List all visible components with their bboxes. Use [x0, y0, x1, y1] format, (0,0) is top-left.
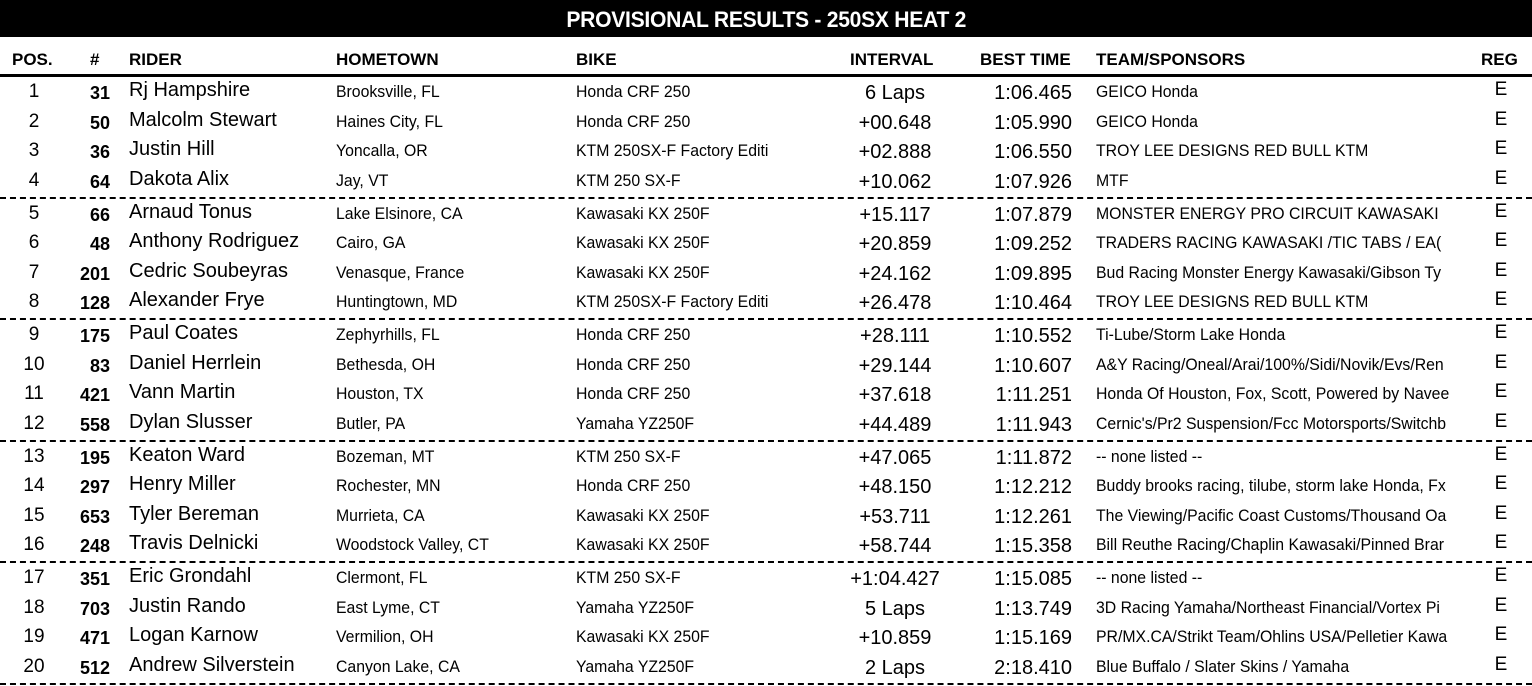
hometown-cell	[336, 263, 566, 283]
interval-cell: +10.859	[858, 627, 932, 649]
rider-number-cell: 201	[79, 263, 110, 284]
reg-cell: E	[1494, 351, 1508, 373]
rider-name-cell: Travis Delnicki	[129, 532, 259, 554]
bike-text: Kawasaki KX 250F	[576, 233, 710, 252]
hometown-cell	[336, 325, 566, 345]
position-cell: 11	[24, 383, 44, 404]
best-time-cell: 1:15.169	[994, 627, 1072, 649]
rider-number-cell: 558	[79, 414, 110, 435]
position-cell: 8	[28, 291, 40, 312]
hometown-text: Venasque, France	[336, 262, 465, 282]
table-row	[0, 77, 1532, 107]
bike-text: Honda CRF 250	[576, 325, 691, 344]
hometown-text: Houston, TX	[336, 384, 424, 403]
hometown-cell	[336, 657, 566, 677]
position-cell: 10	[23, 353, 45, 375]
bike-cell	[576, 598, 796, 618]
team-text: MONSTER ENERGY PRO CIRCUIT KAWASAKI	[1096, 203, 1439, 223]
team-text: -- none listed --	[1096, 446, 1203, 466]
team-text: GEICO Honda	[1096, 111, 1198, 131]
hometown-text: Murrieta, CA	[336, 505, 425, 525]
bike-text: KTM 250 SX-F	[576, 170, 681, 190]
best-time-cell: 1:09.252	[994, 233, 1072, 255]
rider-number-cell: 248	[79, 536, 110, 556]
team-sponsors-cell	[1096, 263, 1476, 283]
reg-cell: E	[1494, 259, 1508, 281]
interval-cell: +48.150	[858, 476, 932, 498]
hometown-text: Cairo, GA	[336, 233, 406, 252]
rider-number-cell: 195	[79, 447, 110, 468]
team-text: TRADERS RACING KAWASAKI /TIC TABS / EA(	[1096, 233, 1442, 252]
hometown-text: East Lyme, CT	[336, 597, 440, 617]
position-cell: 19	[23, 626, 45, 647]
position-cell: 13	[23, 445, 45, 467]
bike-text: KTM 250 SX-F	[576, 446, 681, 466]
rider-name-cell: Daniel Herrlein	[129, 351, 262, 374]
team-sponsors-cell	[1096, 627, 1476, 647]
rider-name-cell: Paul Coates	[129, 322, 238, 344]
rider-name-cell: Tyler Bereman	[129, 502, 260, 525]
reg-cell: E	[1494, 381, 1508, 402]
interval-cell: +28.111	[860, 325, 930, 347]
rider-number-cell: 421	[79, 385, 110, 405]
best-time-cell: 1:11.872	[995, 446, 1072, 469]
bike-cell	[576, 233, 796, 253]
reg-cell: E	[1494, 532, 1508, 553]
position-cell: 3	[28, 140, 40, 161]
rider-name-cell: Justin Rando	[129, 594, 246, 617]
team-sponsors-cell	[1096, 325, 1476, 345]
hometown-cell	[336, 568, 566, 588]
bike-text: Kawasaki KX 250F	[576, 203, 710, 223]
rider-number-cell: 128	[79, 293, 110, 313]
team-text: Blue Buffalo / Slater Skins / Yamaha	[1096, 656, 1350, 676]
rider-name-cell: Cedric Soubeyras	[129, 259, 288, 282]
bike-text: Yamaha YZ250F	[576, 413, 695, 433]
rider-number-cell: 31	[89, 83, 110, 103]
bike-cell	[576, 355, 796, 375]
hometown-cell	[336, 292, 566, 312]
col-header-interval: INTERVAL	[850, 50, 934, 69]
table-row	[0, 320, 1532, 350]
best-time-cell: 1:05.990	[994, 111, 1072, 134]
table-row	[0, 287, 1532, 320]
best-time-cell: 1:06.550	[994, 141, 1072, 163]
table-row	[0, 350, 1532, 380]
interval-cell: +53.711	[859, 505, 931, 528]
team-sponsors-cell	[1096, 355, 1476, 375]
position-cell: 6	[28, 232, 40, 253]
bike-text: Kawasaki KX 250F	[576, 627, 710, 646]
team-text: Buddy brooks racing, tilube, storm lake Honda, Fx	[1096, 476, 1446, 495]
hometown-text: Bethesda, OH	[336, 354, 436, 374]
bike-cell	[576, 204, 796, 224]
team-text: Honda Of Houston, Fox, Scott, Powered by Navee	[1096, 384, 1450, 403]
hometown-text: Yoncalla, OR	[336, 141, 428, 160]
rider-number-cell: 175	[79, 326, 110, 346]
hometown-text: Vermilion, OH	[336, 627, 434, 646]
hometown-cell	[336, 447, 566, 467]
interval-cell: 5 Laps	[864, 597, 926, 620]
table-row	[0, 471, 1532, 501]
team-sponsors-cell	[1096, 292, 1476, 312]
bike-cell	[576, 384, 796, 404]
rider-number-cell: 36	[89, 142, 110, 162]
table-row	[0, 622, 1532, 652]
interval-cell: 6 Laps	[864, 82, 926, 104]
table-row	[0, 379, 1532, 409]
hometown-cell	[336, 598, 566, 618]
position-cell: 9	[28, 324, 40, 345]
reg-cell: E	[1494, 322, 1508, 343]
best-time-cell: 1:11.943	[995, 413, 1072, 436]
hometown-text: Lake Elsinore, CA	[336, 203, 463, 223]
team-text: Cernic's/Pr2 Suspension/Fcc Motorsports/Switchb	[1096, 413, 1447, 433]
best-time-cell: 1:12.212	[994, 476, 1072, 498]
col-header-team: TEAM/SPONSORS	[1096, 50, 1246, 69]
col-header-best-time: BEST TIME	[980, 50, 1071, 69]
team-text: 3D Racing Yamaha/Northeast Financial/Vortex Pi	[1096, 597, 1440, 617]
reg-cell: E	[1494, 289, 1508, 310]
team-text: PR/MX.CA/Strikt Team/Ohlins USA/Pelletier Kawa	[1096, 627, 1448, 646]
col-header-pos: POS.	[12, 50, 53, 69]
reg-cell: E	[1494, 502, 1508, 524]
bike-text: KTM 250 SX-F	[576, 568, 681, 587]
best-time-cell: 1:09.895	[994, 262, 1072, 285]
position-cell: 20	[23, 655, 45, 677]
interval-cell: 2 Laps	[864, 656, 926, 679]
rider-name-cell: Alexander Frye	[129, 289, 265, 311]
team-sponsors-cell	[1096, 141, 1476, 161]
hometown-text: Bozeman, MT	[336, 446, 435, 466]
hometown-text: Canyon Lake, CA	[336, 656, 460, 676]
team-text: Bill Reuthe Racing/Chaplin Kawasaki/Pinned Brar	[1096, 535, 1445, 554]
rider-name-cell: Arnaud Tonus	[129, 200, 253, 223]
interval-cell: +02.888	[858, 141, 932, 163]
table-row	[0, 501, 1532, 531]
best-time-cell: 1:13.749	[994, 597, 1072, 620]
bike-cell	[576, 112, 796, 132]
interval-cell: +29.144	[858, 354, 932, 377]
bike-cell	[576, 414, 796, 434]
position-cell: 15	[23, 504, 45, 526]
position-cell: 17	[23, 567, 45, 588]
best-time-cell: 1:10.607	[994, 354, 1072, 377]
hometown-cell	[336, 506, 566, 526]
reg-cell: E	[1494, 594, 1508, 616]
team-text: A&Y Racing/Oneal/Arai/100%/Sidi/Novik/Evs/Ren	[1096, 354, 1444, 374]
bike-text: Honda CRF 250	[576, 82, 691, 101]
interval-cell: +24.162	[858, 262, 932, 285]
team-sponsors-cell	[1096, 82, 1476, 102]
position-cell: 1	[28, 81, 40, 102]
col-header-bike: BIKE	[576, 50, 617, 69]
interval-cell: +15.117	[859, 203, 931, 226]
table-row	[0, 593, 1532, 623]
bike-cell	[576, 506, 796, 526]
hometown-text: Zephyrhills, FL	[336, 325, 440, 344]
rider-name-cell: Malcolm Stewart	[129, 108, 277, 131]
rider-name-cell: Keaton Ward	[129, 443, 245, 466]
best-time-cell: 1:10.464	[994, 292, 1072, 314]
position-cell: 16	[23, 534, 45, 555]
interval-cell: +44.489	[858, 413, 932, 436]
rider-number-cell: 83	[89, 355, 110, 376]
team-sponsors-cell	[1096, 112, 1476, 132]
interval-cell: +00.648	[858, 111, 932, 134]
bike-text: Kawasaki KX 250F	[576, 262, 710, 282]
rider-number-cell: 297	[79, 477, 110, 497]
rider-name-cell: Logan Karnow	[129, 624, 258, 646]
bike-cell	[576, 171, 796, 191]
table-row	[0, 136, 1532, 166]
table-row	[0, 442, 1532, 472]
rider-name-cell: Justin Hill	[129, 138, 215, 160]
rider-name-cell: Vann Martin	[129, 381, 236, 403]
reg-cell: E	[1494, 410, 1508, 432]
interval-cell: +20.859	[858, 233, 932, 255]
interval-cell: +37.618	[858, 384, 932, 406]
reg-cell: E	[1494, 200, 1508, 222]
hometown-text: Brooksville, FL	[336, 82, 440, 101]
rider-name-cell: Dylan Slusser	[129, 410, 253, 433]
table-row	[0, 228, 1532, 258]
table-row	[0, 530, 1532, 563]
reg-cell: E	[1494, 167, 1508, 189]
rider-number-cell: 512	[79, 657, 110, 678]
team-sponsors-cell	[1096, 598, 1476, 618]
position-cell: 4	[28, 169, 40, 191]
best-time-cell: 1:07.879	[994, 203, 1072, 226]
reg-cell: E	[1494, 108, 1508, 130]
team-sponsors-cell	[1096, 568, 1476, 588]
hometown-cell	[336, 204, 566, 224]
interval-cell: +26.478	[858, 292, 932, 314]
bike-cell	[576, 657, 796, 677]
bike-text: Honda CRF 250	[576, 384, 691, 403]
rider-name-cell: Dakota Alix	[129, 167, 230, 190]
rider-number-cell: 66	[89, 204, 110, 225]
bike-text: Honda CRF 250	[576, 111, 691, 131]
interval-cell: +47.065	[858, 446, 932, 469]
position-cell: 7	[28, 261, 40, 283]
position-cell: 5	[28, 202, 40, 224]
bike-cell	[576, 627, 796, 647]
rider-number-cell: 50	[89, 112, 110, 133]
hometown-cell	[336, 355, 566, 375]
table-header	[0, 44, 1532, 77]
col-header-reg: REG	[1481, 50, 1518, 69]
reg-cell: E	[1494, 653, 1508, 675]
results-table-body	[0, 77, 1532, 685]
hometown-text: Woodstock Valley, CT	[336, 535, 489, 554]
bike-text: KTM 250SX-F Factory Editi	[576, 292, 769, 311]
hometown-text: Butler, PA	[336, 413, 406, 433]
reg-cell: E	[1494, 138, 1508, 159]
rider-name-cell: Anthony Rodriguez	[129, 230, 300, 252]
hometown-cell	[336, 627, 566, 647]
reg-cell: E	[1494, 443, 1508, 465]
best-time-cell: 1:06.465	[994, 82, 1072, 104]
team-sponsors-cell	[1096, 233, 1476, 253]
team-sponsors-cell	[1096, 657, 1476, 677]
position-cell: 12	[23, 412, 45, 434]
team-sponsors-cell	[1096, 384, 1476, 404]
bike-cell	[576, 535, 796, 555]
bike-cell	[576, 82, 796, 102]
best-time-cell: 1:12.261	[994, 505, 1072, 528]
reg-cell: E	[1494, 624, 1508, 645]
hometown-cell	[336, 535, 566, 555]
team-sponsors-cell	[1096, 204, 1476, 224]
interval-cell: +1:04.427	[850, 568, 940, 590]
table-row	[0, 166, 1532, 199]
team-text: -- none listed --	[1096, 568, 1203, 587]
hometown-cell	[336, 384, 566, 404]
rider-name-cell: Rj Hampshire	[129, 79, 251, 101]
col-header-number: #	[90, 50, 100, 69]
bike-cell	[576, 447, 796, 467]
hometown-cell	[336, 476, 566, 496]
team-sponsors-cell	[1096, 476, 1476, 496]
best-time-cell: 1:15.358	[994, 535, 1072, 557]
page-title: PROVISIONAL RESULTS - 250SX HEAT 2	[566, 7, 966, 32]
rider-name-cell: Eric Grondahl	[129, 565, 252, 587]
bike-cell	[576, 476, 796, 496]
hometown-cell	[336, 233, 566, 253]
hometown-cell	[336, 82, 566, 102]
rider-name-cell: Andrew Silverstein	[129, 653, 295, 676]
table-row	[0, 652, 1532, 685]
team-text: Ti-Lube/Storm Lake Honda	[1096, 325, 1286, 344]
bike-text: Honda CRF 250	[576, 354, 691, 374]
best-time-cell: 1:07.926	[994, 170, 1072, 193]
team-text: TROY LEE DESIGNS RED BULL KTM	[1096, 292, 1369, 311]
bike-cell	[576, 568, 796, 588]
team-text: Bud Racing Monster Energy Kawasaki/Gibson Ty	[1096, 262, 1442, 282]
bike-text: Kawasaki KX 250F	[576, 505, 710, 525]
col-header-rider: RIDER	[129, 50, 182, 69]
hometown-text: Huntingtown, MD	[336, 292, 458, 311]
interval-cell: +58.744	[858, 535, 932, 557]
bike-text: KTM 250SX-F Factory Editi	[576, 141, 769, 160]
rider-number-cell: 48	[89, 234, 110, 254]
rider-number-cell: 351	[79, 569, 110, 589]
bike-cell	[576, 263, 796, 283]
bike-text: Yamaha YZ250F	[576, 597, 695, 617]
rider-number-cell: 653	[79, 506, 110, 527]
best-time-cell: 1:11.251	[995, 384, 1072, 406]
team-sponsors-cell	[1096, 414, 1476, 434]
table-row	[0, 563, 1532, 593]
position-cell: 14	[23, 475, 45, 496]
bike-text: Yamaha YZ250F	[576, 656, 695, 676]
team-text: TROY LEE DESIGNS RED BULL KTM	[1096, 141, 1369, 160]
reg-cell: E	[1494, 565, 1508, 586]
table-row	[0, 199, 1532, 229]
hometown-text: Clermont, FL	[336, 568, 428, 587]
team-sponsors-cell	[1096, 535, 1476, 555]
team-text: MTF	[1096, 170, 1129, 190]
bike-cell	[576, 141, 796, 161]
hometown-text: Jay, VT	[336, 170, 389, 190]
reg-cell: E	[1494, 230, 1508, 251]
bike-text: Kawasaki KX 250F	[576, 535, 710, 554]
hometown-text: Haines City, FL	[336, 111, 443, 131]
reg-cell: E	[1494, 79, 1508, 100]
results-title-bar	[0, 0, 1532, 37]
position-cell: 2	[28, 110, 40, 132]
team-sponsors-cell	[1096, 447, 1476, 467]
bike-cell	[576, 292, 796, 312]
team-sponsors-cell	[1096, 171, 1476, 191]
hometown-cell	[336, 414, 566, 434]
interval-cell: +10.062	[858, 170, 932, 193]
table-row	[0, 409, 1532, 442]
team-text: GEICO Honda	[1096, 82, 1198, 101]
position-cell: 18	[23, 596, 45, 618]
team-text: The Viewing/Pacific Coast Customs/Thousand Oa	[1096, 505, 1447, 525]
best-time-cell: 1:10.552	[994, 325, 1072, 347]
rider-name-cell: Henry Miller	[129, 473, 236, 495]
hometown-cell	[336, 141, 566, 161]
bike-cell	[576, 325, 796, 345]
col-header-hometown: HOMETOWN	[336, 50, 439, 69]
team-sponsors-cell	[1096, 506, 1476, 526]
reg-cell: E	[1494, 473, 1508, 494]
table-row	[0, 258, 1532, 288]
rider-number-cell: 471	[79, 628, 110, 648]
best-time-cell: 2:18.410	[994, 656, 1072, 679]
hometown-cell	[336, 171, 566, 191]
hometown-cell	[336, 112, 566, 132]
hometown-text: Rochester, MN	[336, 476, 441, 495]
bike-text: Honda CRF 250	[576, 476, 691, 495]
rider-number-cell: 64	[89, 171, 110, 192]
table-row	[0, 107, 1532, 137]
best-time-cell: 1:15.085	[994, 568, 1072, 590]
rider-number-cell: 703	[79, 598, 110, 619]
